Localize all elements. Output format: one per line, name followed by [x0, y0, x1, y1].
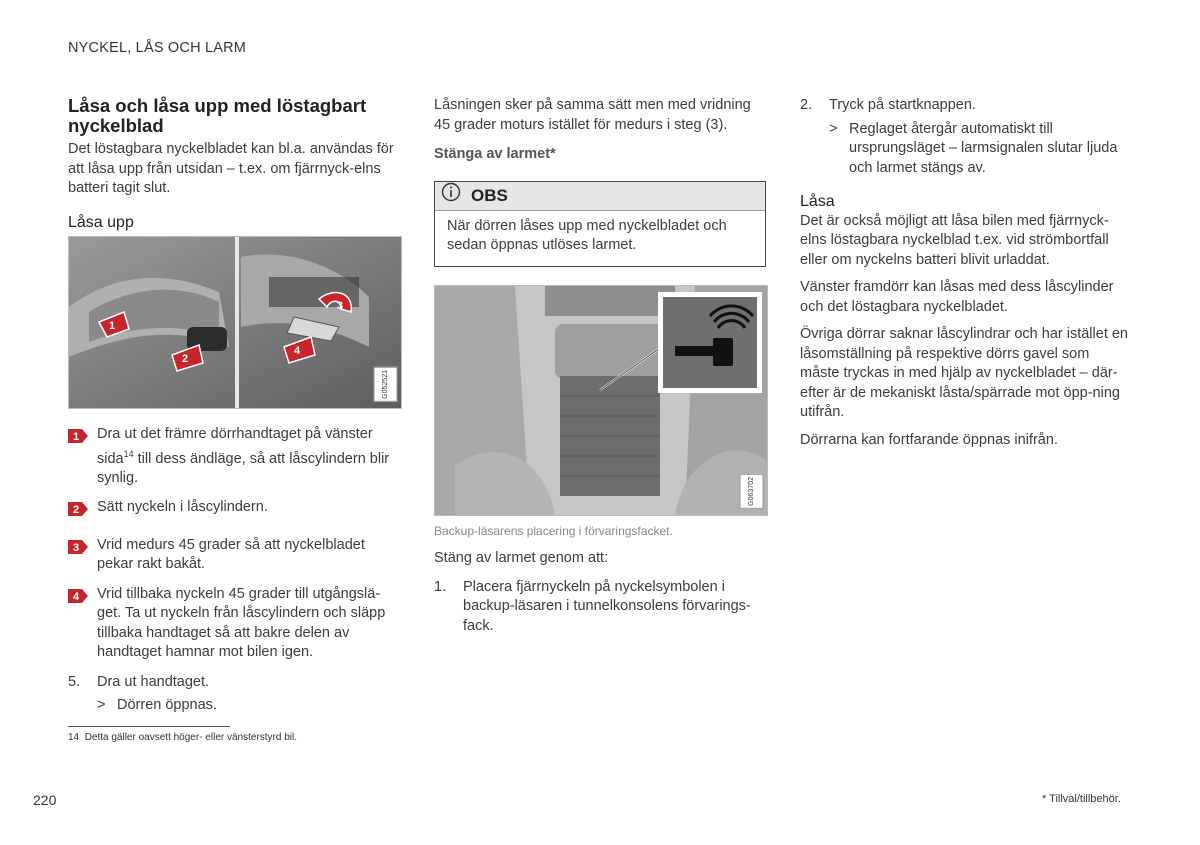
- step-4-text: Vrid tillbaka nyckeln 45 grader till utgångslä-get. Ta ut nyckeln från låscylindern och släpp tillbaka handtaget så att bakre delen av handtaget hamnar mot bilen igen.: [97, 585, 386, 661]
- step-alarm-2-result: [829, 120, 1130, 179]
- svg-text:3: 3: [337, 300, 344, 312]
- lock-paragraph-4: Dörrarna kan fortfarande öppnas inifrån.: [800, 431, 1058, 448]
- svg-text:2: 2: [73, 504, 80, 517]
- step-5-number: 5.: [68, 673, 81, 690]
- step-5-result: [97, 696, 402, 716]
- result-arrow: >: [97, 697, 106, 714]
- page-header: NYCKEL, LÅS OCH LARM: [68, 40, 247, 56]
- door-handle-illustration: [68, 236, 402, 409]
- step-3-badge-icon: [68, 538, 88, 556]
- step-alarm-2: [800, 96, 1130, 116]
- footnote-text: Detta gäller oavsett höger- eller vänsterstyrd bil.: [84, 732, 298, 743]
- svg-text:4: 4: [294, 345, 301, 357]
- info-icon: [441, 182, 461, 209]
- svg-text:3: 3: [73, 541, 80, 554]
- lock-paragraph-2: Vänster framdörr kan låsas med dess låscylinder och det löstagbara nyckelbladet.: [800, 279, 1114, 315]
- svg-text:4: 4: [73, 590, 80, 603]
- step-5-result-text: Dörren öppnas.: [117, 697, 217, 714]
- lead-text: Stäng av larmet genom att:: [434, 550, 609, 566]
- column-1: [68, 96, 402, 716]
- accessory-note: * Tillval/tillbehör.: [1042, 793, 1121, 805]
- step-3-text: Vrid medurs 45 grader så att nyckelbladet pekar rakt bakåt.: [97, 536, 365, 573]
- obs-text: När dörren låses upp med nyckelbladet och sedan öppnas utlöses larmet.: [447, 217, 727, 253]
- footnote-number: 14: [68, 732, 80, 743]
- result-arrow-2: >: [829, 120, 838, 137]
- step-alarm-1-number: 1.: [434, 578, 447, 595]
- section-title: Låsa och låsa upp med löstagbart nyckelblad: [68, 95, 367, 136]
- step-alarm-2-text: Tryck på startknappen.: [829, 97, 976, 113]
- obs-header: [435, 182, 765, 211]
- step-3: [68, 536, 402, 575]
- subtitle-lock: Låsa: [800, 193, 835, 210]
- step-alarm-1: [434, 578, 766, 637]
- subtitle-unlock: Låsa upp: [68, 213, 134, 231]
- obs-notice-box: [434, 181, 766, 267]
- lock-paragraph-3: Övriga dörrar saknar låscylindrar och har istället en låsomställning på respektive dörrs gavel som måste tryckas in med hjälp av nyckelbladet – där-efter är de mekaniskt låsta/spärrade mot öpp-ning utifrån.: [800, 326, 1128, 420]
- intro-paragraph-2: Låsningen sker på samma sätt men med vridning 45 grader moturs istället för medurs i steg (3).: [434, 97, 751, 133]
- step-5-text: Dra ut handtaget.: [97, 673, 210, 690]
- step-1: [68, 425, 402, 488]
- figure-caption: Backup-läsarens placering i förvaringsfacket.: [434, 523, 673, 538]
- column-2: [434, 96, 766, 640]
- step-alarm-1-text: Placera fjärrnyckeln på nyckelsymbolen i backup-läsaren i tunnelkonsolens förvarings-fack.: [463, 578, 751, 634]
- page-number: 220: [33, 792, 57, 808]
- step-alarm-2-result-text: Reglaget återgår automatiskt till ursprungsläget – larmsignalen slutar ljuda och larmet stängs av.: [849, 120, 1118, 176]
- step-alarm-2-number: 2.: [800, 97, 813, 113]
- console-illustration: [434, 285, 768, 516]
- step-2-badge-icon: [68, 500, 88, 518]
- lock-paragraph-1: Det är också möjligt att låsa bilen med fjärrnyck-elns löstagbara nyckelblad t.ex. vid strömbortfall eller om nyckelns batteri blivit urladdat.: [800, 212, 1109, 268]
- column-3: [800, 96, 1130, 450]
- footnote-divider: [68, 726, 230, 727]
- intro-paragraph: Det löstagbara nyckelbladet kan bl.a. användas för att låsa upp från utsidan – t.ex. om fjärrnyck-elns batteri tagit slut.: [68, 141, 394, 196]
- step-1-text-b: till dess ändläge, så att låscylindern blir synlig.: [97, 450, 390, 486]
- image-code: G052521: [374, 367, 398, 402]
- obs-label: OBS: [471, 185, 508, 205]
- svg-text:1: 1: [109, 320, 116, 332]
- step-2-text: Sätt nyckeln i låscylindern.: [97, 499, 268, 516]
- subtitle-alarm: Stänga av larmet*: [434, 146, 556, 162]
- console-drawing: [435, 286, 767, 515]
- door-handle-drawing: [69, 237, 401, 408]
- step-2: [68, 498, 402, 518]
- step-4-badge-icon: [68, 587, 88, 605]
- svg-text:2: 2: [182, 353, 189, 365]
- image-code-2: G063702: [740, 474, 764, 509]
- step-1-text-a: Dra ut det främre dörrhandtaget på vänster sida: [97, 426, 373, 467]
- step-5: [68, 673, 402, 693]
- step-1-badge-icon: [68, 427, 88, 445]
- svg-text:1: 1: [73, 431, 80, 443]
- step-4: [68, 585, 402, 663]
- footnote-ref: 14: [123, 448, 134, 459]
- footnote: [68, 732, 297, 743]
